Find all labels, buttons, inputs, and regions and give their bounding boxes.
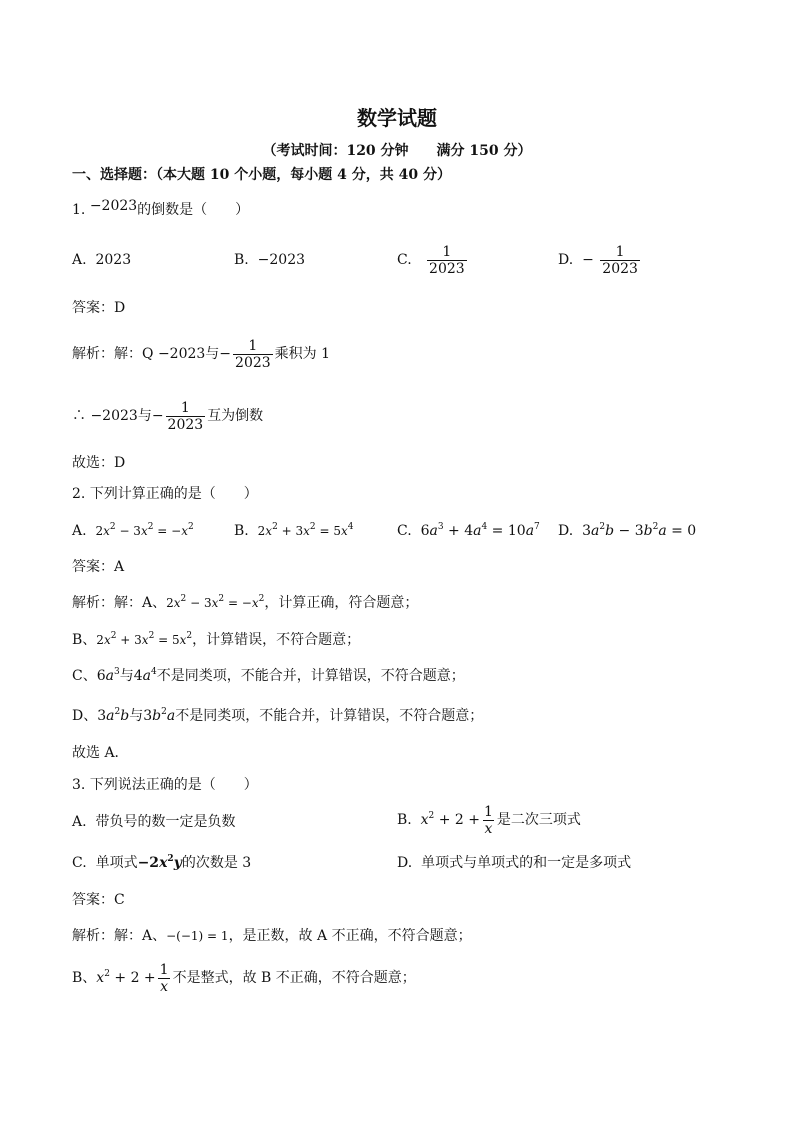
option-d: D. $3a^2b - 3b^2a = 0$: [558, 522, 697, 539]
fraction: $\frac{1}{x}$: [484, 803, 493, 837]
exam-info: （考试时间：120 分钟 满分 150 分）: [262, 143, 532, 159]
option-a: A. 带负号的数一定是负数: [72, 814, 236, 830]
fraction: $\frac{1}{x}$: [159, 961, 169, 995]
analysis-line-a: 解析：解：A、−(−1) = 1，是正数，故 A 不正确，不符合题意；: [72, 928, 472, 944]
question-number: 3.: [72, 777, 86, 793]
fraction: $\frac{1}{2023}$: [602, 243, 638, 277]
option-a: A. $2x^2 - 3x^2 = -x^2$: [72, 522, 194, 539]
option-d: [558, 240, 642, 280]
option-label: D.: [558, 252, 574, 268]
analysis-line-b: B、$2x^2 + 3x^2 = 5x^2$，计算错误，不符合题意；: [72, 631, 361, 648]
fraction: $\frac{1}{2023}$: [235, 337, 271, 371]
question-number: 2.: [72, 486, 86, 502]
question-3: [72, 775, 258, 795]
option-b: B. $x^2 + 2$ + $\frac{1}{x}$ 是二次三项式: [397, 803, 581, 837]
answer: 答案：C: [72, 892, 125, 908]
question-1: [72, 200, 249, 220]
option-text: −2023: [257, 252, 306, 268]
minus-sign: −: [582, 252, 594, 268]
option-text: 2023: [95, 252, 132, 268]
page-title: 数学试题: [357, 106, 437, 130]
question-2: [72, 484, 258, 504]
fraction: $\frac{1}{2023}$: [429, 243, 465, 277]
option-label: C.: [397, 252, 412, 268]
math-expr: −2023: [89, 198, 138, 214]
option-c: C. 单项式$-2x^2y$的次数是 3: [72, 854, 252, 871]
option-text: 带负号的数一定是负数: [95, 814, 236, 830]
analysis-line-b: B、$x^2 + 2$ + $\frac{1}{x}$ 不是整式，故 B 不正确，不符合题意；: [72, 961, 416, 995]
option-d: D. 单项式与单项式的和一定是多项式: [397, 855, 632, 871]
question-stem: 下列说法正确的是（ ）: [89, 777, 258, 793]
option-b: [234, 250, 305, 270]
option-label: B.: [234, 252, 249, 268]
question-stem: 的倒数是（ ）: [137, 202, 250, 218]
analysis-line-1: 解析：解：Q −2023与− $\frac{1}{2023}$ 乘积为 1: [72, 337, 331, 371]
analysis-line-c: C、$6a^3$与$4a^4$不是同类项，不能合并，计算错误，不符合题意；: [72, 667, 465, 684]
option-a: [72, 250, 131, 270]
analysis-line-d: D、$3a^2b$与$3b^2a$不是同类项，不能合并，计算错误，不符合题意；: [72, 707, 484, 724]
question-number: 1.: [72, 202, 86, 218]
conclusion: 故选 A．: [72, 745, 129, 761]
analysis-line-a: 解析：解：A、$2x^2 - 3x^2 = -x^2$，计算正确，符合题意；: [72, 594, 419, 611]
fraction: $\frac{1}{2023}$: [167, 399, 204, 433]
option-text: 单项式与单项式的和一定是多项式: [421, 855, 632, 871]
option-c: [397, 240, 469, 280]
section-heading: 一、选择题：（本大题 10 个小题，每小题 4 分，共 40 分）: [72, 167, 451, 183]
conclusion: 故选：D: [72, 455, 126, 471]
analysis-line-2: ∴ −2023与− $\frac{1}{2023}$ 互为倒数: [72, 399, 264, 433]
option-text: 是二次三项式: [496, 812, 581, 828]
option-label: A.: [72, 252, 87, 268]
answer: 答案：D: [72, 300, 126, 316]
answer: 答案：A: [72, 559, 125, 575]
option-b: B. $2x^2 + 3x^2 = 5x^4$: [234, 522, 354, 539]
question-stem: 下列计算正确的是（ ）: [89, 486, 258, 502]
option-c: C. $6a^3 + 4a^4 = 10a^7$: [397, 522, 540, 539]
